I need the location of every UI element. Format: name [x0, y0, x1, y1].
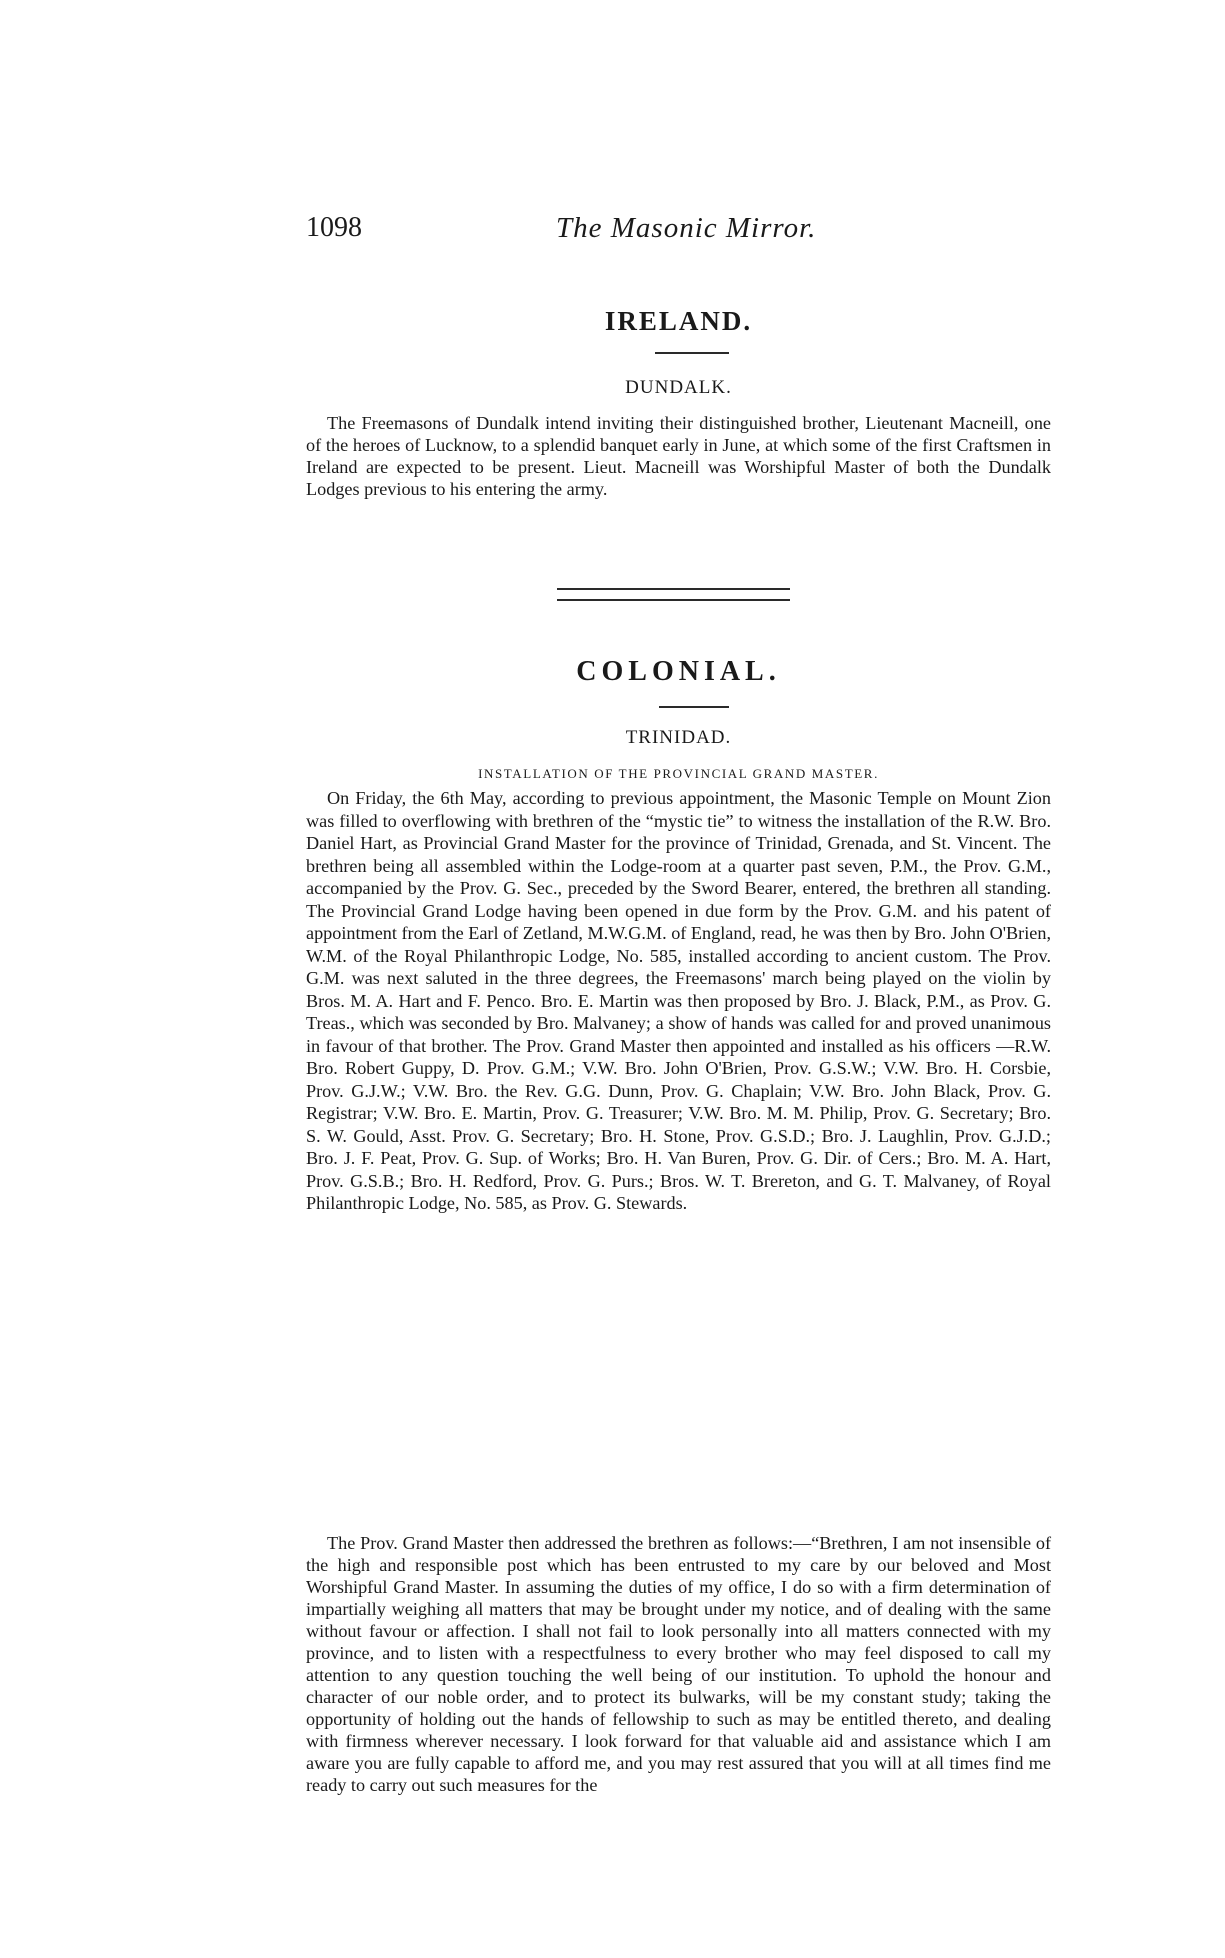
section-title-ireland: IRELAND.	[604, 306, 753, 336]
double-rule-divider	[557, 588, 790, 601]
subhead-dundalk: DUNDALK.	[625, 377, 732, 398]
running-title: The Masonic Mirror.	[556, 212, 817, 244]
paragraph-dundalk: The Freemasons of Dundalk intend inviting their distinguished brother, Lieutenant Macneill, one of the heroes of Lucknow, to a splendid banquet early in June, at which some of the first Craftsmen in Ireland are expected to be present. Lieut. Macneill was Worshipful Master of both the Dundalk Lodges previous to his entering the army.	[306, 413, 1051, 499]
short-rule-divider	[655, 352, 729, 354]
short-rule-divider	[659, 706, 729, 708]
paragraph-installation: On Friday, the 6th May, according to previous appointment, the Masonic Temple on Mount Zion was filled to overflowing with brethren of the “mystic tie” to witness the installation of the R.W. Bro. Daniel Hart, as Provincial Grand Master for the province of Trinidad, Grenada, and St. Vincent. The brethren being all assembled within the Lodge-room at a quarter past seven, P.M., the Prov. G.M., accompanied by the Prov. G. Sec., preceded by the Sword Bearer, entered, the brethren all standing. The Provincial Grand Lodge having been opened in due form by the Prov. G.M. and his patent of appointment from the Earl of Zetland, M.W.G.M. of England, read, he was then by Bro. John O'Brien, W.M. of the Royal Philanthropic Lodge, No. 585, installed according to ancient custom. The Prov. G.M. was next saluted in the three degrees, the Freemasons' march being played on the violin by Bros. M. A. Hart and F. Penco. Bro. E. Martin was then proposed by Bro. J. Black, P.M., as Prov. G. Treas., which was seconded by Bro. Malvaney; a show of hands was called for and proved unanimous in favour of that brother. The Prov. Grand Master then appointed and installed as his officers —R.W. Bro. Robert Guppy, D. Prov. G.M.; V.W. Bro. John O'Brien, Prov. G.S.W.; V.W. Bro. H. Corsbie, Prov. G.J.W.; V.W. Bro. the Rev. G.G. Dunn, Prov. G. Chaplain; V.W. Bro. John Black, Prov. G. Registrar; V.W. Bro. E. Martin, Prov. G. Treasurer; V.W. Bro. M. M. Philip, Prov. G. Secretary; Bro. S. W. Gould, Asst. Prov. G. Secretary; Bro. H. Stone, Prov. G.S.D.; Bro. J. Laughlin, Prov. G.J.D.; Bro. J. F. Peat, Prov. G. Sup. of Works; Bro. H. Van Buren, Prov. G. Dir. of Cers.; Bro. M. A. Hart, Prov. G.S.B.; Bro. H. Redford, Prov. G. Purs.; Bros. W. T. Brereton, and G. T. Malvaney, of Royal Philanthropic Lodge, No. 585, as Prov. G. Stewards.	[306, 788, 1051, 1213]
paragraph-address: The Prov. Grand Master then addressed the brethren as follows:—“Brethren, I am not insensible of the high and responsible post which has been entrusted to my care by our beloved and Most Worshipful Grand Master. In assuming the duties of my office, I do so with a firm determination of impartially weighing all matters that may be brought under my notice, and of dealing with the same without favour or affection. I shall not fail to look personally into all matters connected with my province, and to listen with a respectfulness to every brother who may feel disposed to call my attention to any question touching the well being of our institution. To uphold the honour and character of our noble order, and to protect its bulwarks, will be my constant study; taking the opportunity of holding out the hands of fellowship to such as may be entitled thereto, and dealing with firmness wherever necessary. I look forward for that valuable aid and assistance which I am aware you are fully capable to afford me, and you may rest assured that you will at all times find me ready to carry out such measures for the	[306, 1533, 1051, 1795]
page-number: 1098	[306, 212, 362, 243]
page-header	[306, 212, 1051, 252]
subhead-trinidad: TRINIDAD.	[625, 727, 732, 748]
installation-subtitle: INSTALLATION OF THE PROVINCIAL GRAND MASTER.	[478, 766, 879, 781]
section-title-colonial: COLONIAL.	[576, 656, 781, 687]
